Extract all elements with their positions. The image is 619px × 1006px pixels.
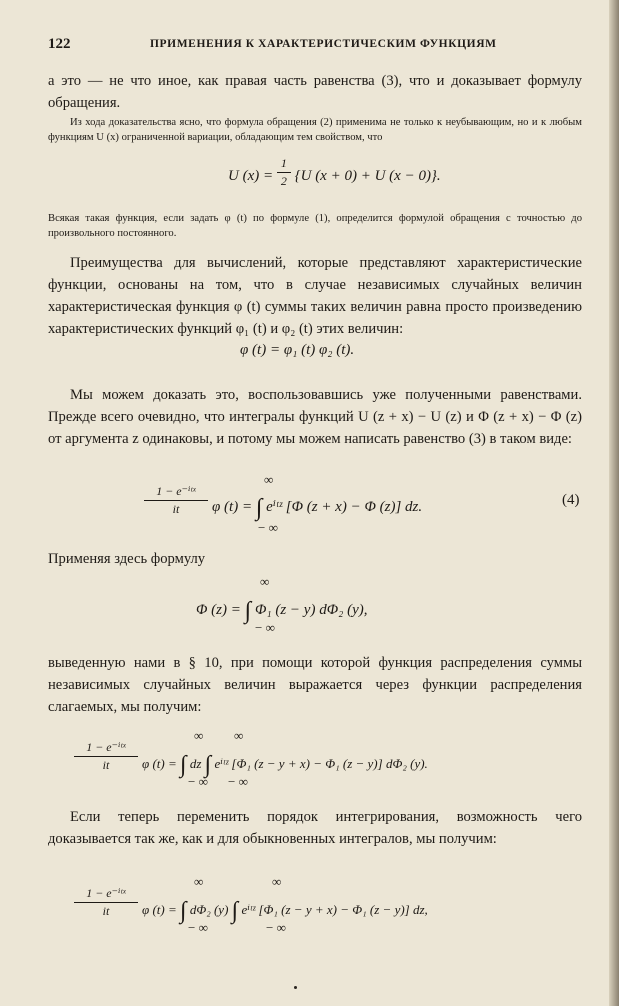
equation-3 bbox=[212, 491, 423, 521]
eq6-upper-limit-1: ∞ bbox=[194, 874, 204, 889]
eq5-upper-limit-2: ∞ bbox=[234, 728, 244, 743]
eq6-lower-limit-1: − ∞ bbox=[188, 920, 208, 935]
eq4-upper-limit: ∞ bbox=[260, 574, 270, 589]
eq5-int1: dz bbox=[189, 756, 202, 771]
eq5-integrand: eⁱᵗᶻ [Φ₁ (z − y + x) − Φ₁ (z − y)] dΦ₂ (y). bbox=[214, 756, 428, 771]
integral-sign: ∫ bbox=[179, 752, 187, 778]
page-header bbox=[48, 36, 578, 56]
paragraph-3: Всякая такая функция, если задать φ (t) по формуле (1), определится формулой обращения с точностью до произвольного постоянного. bbox=[48, 213, 582, 239]
paragraph-2: Из хода доказательства ясно, что формула обращения (2) применима не только к неубывающим, но и к любым функциям U (x) ограниченной вариации, обладающим тем свойством, что bbox=[48, 117, 582, 143]
eq6-upper-limit-2: ∞ bbox=[272, 874, 282, 889]
eq3-frac-den: it bbox=[172, 502, 180, 516]
equation-4 bbox=[196, 594, 368, 624]
paragraph-7: выведенную нами в § 10, при помощи которой функция распределения суммы независимых случайных величин выражается через функции распределения слагаемых, мы получим: bbox=[48, 655, 582, 715]
eq3-lower-limit: − ∞ bbox=[258, 520, 278, 535]
integral-sign: ∫ bbox=[204, 752, 212, 778]
eq6-lower-limit-2: − ∞ bbox=[266, 920, 286, 935]
paragraph-4: Преимущества для вычислений, которые представляют характеристические функции, основаны на том, что в случае независимых случайных величин характеристическая функция φ (t) суммы таких величин равна просто произведению характеристических функций φ₁ (t) и φ₂ (t) этих величин: bbox=[48, 255, 582, 337]
equation-5 bbox=[142, 748, 428, 778]
eq4-lower-limit: − ∞ bbox=[255, 620, 275, 635]
eq1-frac-den: 2 bbox=[280, 174, 287, 188]
eq1-frac-num: 1 bbox=[277, 156, 291, 173]
eq5-upper-limit-1: ∞ bbox=[194, 728, 204, 743]
eq5-lower-limit-1: − ∞ bbox=[188, 774, 208, 789]
paragraph-5: Мы можем доказать это, воспользовавшись уже полученными равенствами. Прежде всего очевидно, что интегралы функций U (z + x) − U (z) и Φ (z + x) − Φ (z) от аргумента z одинаковы, и потому мы можем написать равенство (3) в таком виде: bbox=[48, 387, 582, 447]
page-edge-shadow bbox=[609, 0, 619, 1006]
eq1-rhs: {U (x + 0) + U (x − 0)}. bbox=[290, 168, 441, 184]
eq6-fraction bbox=[74, 886, 138, 919]
eq5-frac-num: 1 − e⁻ⁱᵗˣ bbox=[74, 740, 138, 757]
running-title: ПРИМЕНЕНИЯ К ХАРАКТЕРИСТИЧЕСКИМ ФУНКЦИЯМ bbox=[150, 38, 497, 50]
eq1-lhs: U (x) = bbox=[228, 168, 277, 184]
paragraph-8: Если теперь переменить порядок интегрирования, возможность чего доказывается так же, как и для обыкновенных интегралов, мы получим: bbox=[48, 809, 582, 847]
integral-sign: ∫ bbox=[244, 598, 252, 624]
paragraph-6: Применяя здесь формулу bbox=[48, 551, 206, 567]
eq3-upper-limit: ∞ bbox=[264, 472, 274, 487]
eq6-integrand: eⁱᵗᶻ [Φ₁ (z − y + x) − Φ₁ (z − y)] dz, bbox=[241, 902, 428, 917]
integral-sign: ∫ bbox=[231, 898, 239, 924]
eq5-mid: φ (t) = bbox=[142, 756, 177, 771]
eq3-mid: φ (t) = bbox=[212, 499, 253, 515]
equation-number: (4) bbox=[562, 492, 580, 508]
integral-sign: ∫ bbox=[255, 495, 263, 521]
integral-sign: ∫ bbox=[179, 898, 187, 924]
eq6-mid: φ (t) = bbox=[142, 902, 177, 917]
paragraph-1: а это — не что иное, как правая часть равенства (3), что и доказывает формулу обращения. bbox=[48, 73, 582, 111]
eq6-frac-num: 1 − e⁻ⁱᵗˣ bbox=[74, 886, 138, 903]
print-speck bbox=[294, 986, 297, 989]
eq5-frac-den: it bbox=[102, 758, 110, 772]
eq6-frac-den: it bbox=[102, 904, 110, 918]
equation-6 bbox=[142, 894, 428, 924]
eq4-lhs: Φ (z) = bbox=[196, 602, 241, 618]
eq3-integrand: eⁱᵗᶻ [Φ (z + x) − Φ (z)] dz. bbox=[266, 499, 423, 515]
eq4-integrand: Φ₁ (z − y) dΦ₂ (y), bbox=[254, 602, 368, 618]
eq5-lower-limit-2: − ∞ bbox=[228, 774, 248, 789]
equation-2: φ (t) = φ₁ (t) φ₂ (t). bbox=[240, 342, 355, 358]
eq3-fraction bbox=[144, 484, 208, 517]
eq6-int1: dΦ₂ (y) bbox=[189, 902, 229, 917]
page-number: 122 bbox=[48, 36, 71, 52]
eq5-fraction bbox=[74, 740, 138, 773]
equation-1 bbox=[228, 156, 441, 188]
eq3-frac-num: 1 − e⁻ⁱᵗˣ bbox=[144, 484, 208, 501]
